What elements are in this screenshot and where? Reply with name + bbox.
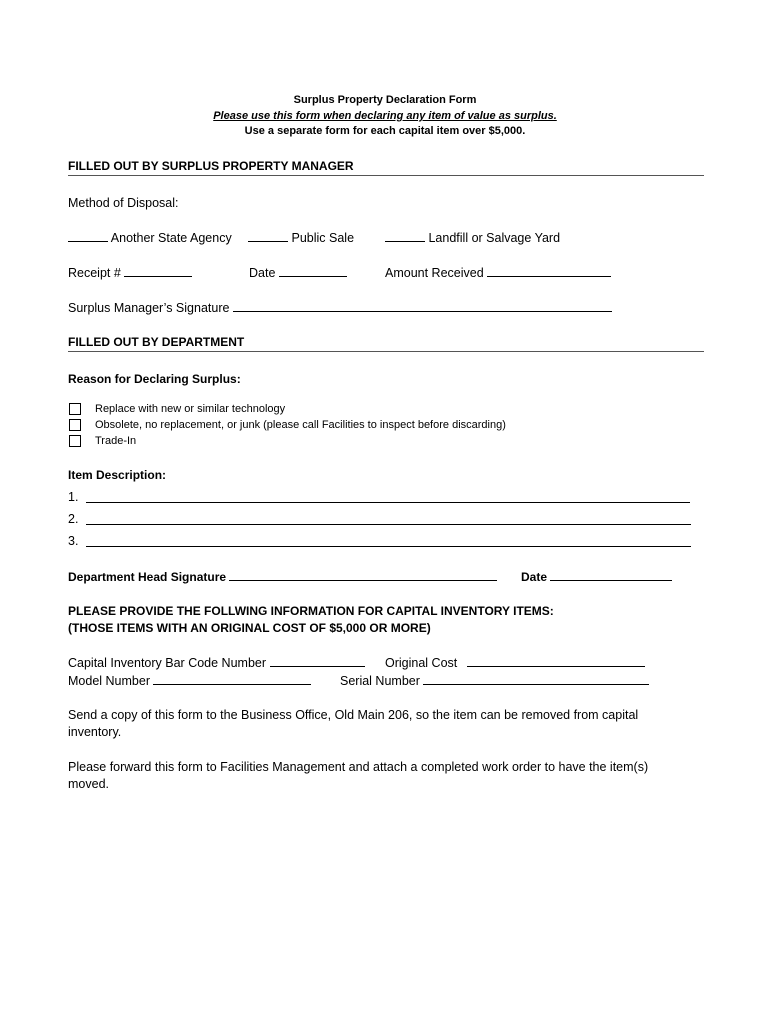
- dept-date-input[interactable]: [550, 569, 672, 581]
- receipt-field: [68, 265, 192, 280]
- reason-checkbox-obsolete[interactable]: [69, 419, 81, 431]
- dept-date-label: Date: [521, 570, 548, 584]
- dept-signature-label: Department Head Signature: [68, 570, 227, 584]
- business-office-instruction-line2: inventory.: [68, 725, 122, 739]
- manager-signature-input[interactable]: [233, 300, 612, 312]
- receipt-label: Receipt #: [68, 266, 121, 280]
- department-section-heading: FILLED OUT BY DEPARTMENT: [68, 335, 245, 349]
- receipt-input[interactable]: [124, 265, 192, 277]
- amount-received-field: [385, 265, 611, 280]
- business-office-instruction-line1: Send a copy of this form to the Business Office, Old Main 206, so the item can be removed from capital: [68, 708, 639, 722]
- manager-signature-field: [68, 300, 612, 315]
- serial-number-label: Serial Number: [340, 674, 420, 688]
- option-public-sale-blank[interactable]: [248, 230, 288, 242]
- dept-signature-field: [68, 569, 497, 584]
- original-cost-input[interactable]: [467, 655, 645, 667]
- form-note: Use a separate form for each capital item over $5,000.: [244, 125, 526, 137]
- capital-heading-line2: (THOSE ITEMS WITH AN ORIGINAL COST OF $5,000 OR MORE): [68, 621, 431, 635]
- option-public-sale-label: Public Sale: [291, 231, 355, 245]
- option-public-sale[interactable]: [248, 230, 354, 245]
- item-description-input-2[interactable]: [86, 524, 691, 525]
- model-number-field: [68, 673, 311, 688]
- reason-checkbox-replace[interactable]: [69, 403, 81, 415]
- model-number-label: Model Number: [68, 674, 150, 688]
- amount-received-label: Amount Received: [385, 266, 484, 280]
- option-landfill[interactable]: [385, 230, 560, 245]
- reason-replace-label: Replace with new or similar technology: [95, 403, 286, 415]
- reason-checkbox-trade-in[interactable]: [69, 435, 81, 447]
- reason-obsolete-label: Obsolete, no replacement, or junk (please call Facilities to inspect before discarding): [95, 419, 506, 431]
- method-of-disposal-label: Method of Disposal:: [68, 196, 179, 210]
- dept-signature-input[interactable]: [229, 569, 497, 581]
- item-description-label: Item Description:: [68, 468, 167, 482]
- option-state-agency[interactable]: [68, 230, 232, 245]
- capital-heading-line1: PLEASE PROVIDE THE FOLLWING INFORMATION FOR CAPITAL INVENTORY ITEMS:: [68, 604, 554, 618]
- item-number-3: 3.: [68, 534, 79, 548]
- option-state-agency-blank[interactable]: [68, 230, 108, 242]
- original-cost-field: [385, 655, 645, 670]
- barcode-field: [68, 655, 365, 670]
- model-number-input[interactable]: [153, 673, 311, 685]
- item-number-1: 1.: [68, 490, 79, 504]
- form-title: Surplus Property Declaration Form: [293, 94, 477, 106]
- facilities-instruction-line2: moved.: [68, 777, 109, 791]
- manager-date-field: [249, 265, 347, 280]
- form-subtitle: Please use this form when declaring any item of value as surplus.: [213, 110, 557, 122]
- item-number-2: 2.: [68, 512, 79, 526]
- option-landfill-label: Landfill or Salvage Yard: [428, 231, 561, 245]
- section-divider: [68, 351, 704, 352]
- serial-number-field: [340, 673, 649, 688]
- manager-signature-label: Surplus Manager’s Signature: [68, 301, 230, 315]
- serial-number-input[interactable]: [423, 673, 649, 685]
- manager-date-input[interactable]: [279, 265, 347, 277]
- amount-received-input[interactable]: [487, 265, 611, 277]
- item-description-input-3[interactable]: [86, 546, 691, 547]
- reason-trade-in-label: Trade-In: [95, 435, 137, 447]
- barcode-label: Capital Inventory Bar Code Number: [68, 656, 267, 670]
- barcode-input[interactable]: [270, 655, 365, 667]
- section-divider: [68, 175, 704, 176]
- option-state-agency-label: Another State Agency: [110, 231, 232, 245]
- dept-date-field: [521, 569, 672, 584]
- original-cost-label: Original Cost: [385, 656, 458, 670]
- manager-section-heading: FILLED OUT BY SURPLUS PROPERTY MANAGER: [68, 159, 354, 173]
- item-description-input-1[interactable]: [86, 502, 690, 503]
- manager-date-label: Date: [249, 266, 276, 280]
- facilities-instruction-line1: Please forward this form to Facilities Management and attach a completed work order to have the item(s): [68, 760, 649, 774]
- reason-label: Reason for Declaring Surplus:: [68, 372, 241, 386]
- option-landfill-blank[interactable]: [385, 230, 425, 242]
